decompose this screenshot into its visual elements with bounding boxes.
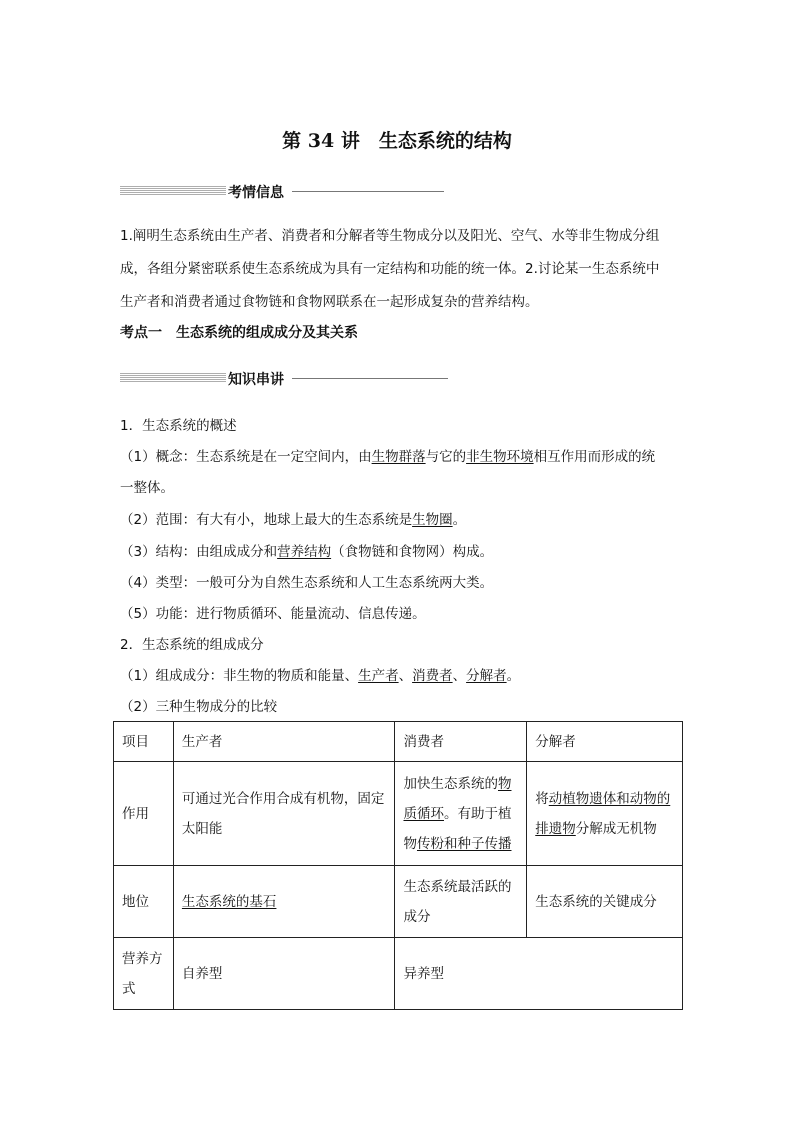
answer-blank: 生态系统的基石 <box>181 893 277 910</box>
text: 与它的 <box>425 449 467 465</box>
s1-concept-cont: 一整体。 <box>120 480 174 496</box>
table-row <box>114 722 683 762</box>
table-cell: 生态系统最活跃的成分 <box>395 866 527 938</box>
text: 。 <box>506 668 521 684</box>
table-header-cell: 项目 <box>114 722 174 762</box>
table-row <box>114 938 683 1010</box>
comparison-table <box>113 721 683 1010</box>
answer-blank: 生产者 <box>358 668 399 684</box>
table-row <box>114 762 683 866</box>
section-label: 考情信息 <box>228 185 284 201</box>
intro-line-2: 成，各组分紧密联系使生态系统成为具有一定结构和功能的统一体。2.讨论某一生态系统中 <box>120 261 660 277</box>
s1-function: （5）功能：进行物质循环、能量流动、信息传递。 <box>120 606 426 622</box>
answer-blank: 非生物环境 <box>466 449 534 465</box>
divider-line <box>292 378 448 379</box>
text: 。有助于植物 <box>403 805 512 852</box>
answer-blank: 传粉和种子传播 <box>416 835 512 852</box>
s1-type: （4）类型：一般可分为自然生态系统和人工生态系统两大类。 <box>120 575 494 591</box>
text: 分解成无机物 <box>575 820 657 837</box>
text: 相互作用而形成的统 <box>533 449 656 465</box>
section-label: 知识串讲 <box>228 372 284 388</box>
dotted-decoration <box>120 372 226 382</box>
intro-line-1: 1.阐明生态系统由生产者、消费者和分解者等生物成分以及阳光、空气、水等非生物成分组 <box>120 228 660 244</box>
table-header-cell: 生产者 <box>173 722 395 762</box>
table-cell: 作用 <box>114 762 174 866</box>
answer-blank: 物质循环 <box>403 775 512 822</box>
table-cell <box>173 866 395 938</box>
answer-blank: 营养结构 <box>277 544 332 560</box>
table-cell <box>527 762 683 866</box>
kaodian-heading: 考点一 生态系统的组成成分及其关系 <box>120 325 358 341</box>
s2-compare: （2）三种生物成分的比较 <box>120 699 278 715</box>
s2-components <box>120 664 520 684</box>
table-cell <box>395 762 527 866</box>
table-cell: 异养型 <box>395 938 683 1010</box>
text: 。 <box>452 512 467 528</box>
answer-blank: 动植物遗体和动物的排遗物 <box>535 790 671 837</box>
text: （1）组成成分：非生物的物质和能量、 <box>120 668 359 684</box>
table-cell: 营养方式 <box>114 938 174 1010</box>
s1-concept <box>120 445 655 465</box>
s1-structure <box>120 540 493 560</box>
text: 将 <box>535 790 549 807</box>
intro-line-3: 生产者和消费者通过食物链和食物网联系在一起形成复杂的营养结构。 <box>120 294 539 310</box>
s1-range <box>120 508 466 528</box>
s1-heading: 1．生态系统的概述 <box>120 418 237 434</box>
text: 、 <box>452 668 467 684</box>
table-cell: 自养型 <box>173 938 395 1010</box>
text: （食物链和食物网）构成。 <box>331 544 494 560</box>
table-cell: 生态系统的关键成分 <box>527 866 683 938</box>
text: （2）范围：有大有小，地球上最大的生态系统是 <box>120 512 413 528</box>
s2-heading: 2．生态系统的组成成分 <box>120 637 264 653</box>
table-header-cell: 分解者 <box>527 722 683 762</box>
table-row <box>114 866 683 938</box>
answer-blank: 生物圈 <box>412 512 453 528</box>
text: 、 <box>398 668 413 684</box>
table-cell: 可通过光合作用合成有机物，固定太阳能 <box>173 762 395 866</box>
text: （1）概念：生态系统是在一定空间内，由 <box>120 449 372 465</box>
table-header-cell: 消费者 <box>395 722 527 762</box>
table-cell: 地位 <box>114 866 174 938</box>
text: 加快生态系统的 <box>403 775 498 792</box>
divider-line <box>292 191 444 192</box>
answer-blank: 生物群落 <box>371 449 426 465</box>
answer-blank: 分解者 <box>466 668 507 684</box>
dotted-decoration <box>120 185 226 195</box>
text: （3）结构：由组成成分和 <box>120 544 278 560</box>
page-title: 第 34 讲 生态系统的结构 <box>282 130 512 152</box>
answer-blank: 消费者 <box>412 668 453 684</box>
